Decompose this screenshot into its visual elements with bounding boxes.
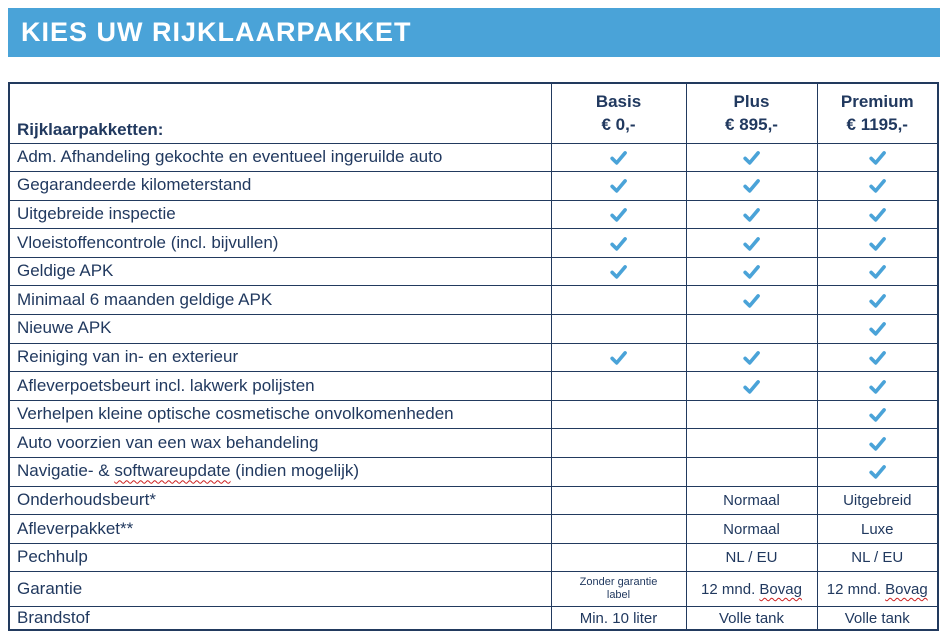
premium-value-cell — [817, 172, 938, 201]
plus-value-cell — [686, 372, 817, 401]
feature-label: Vloeistoffencontrole (incl. bijvullen) — [9, 229, 551, 258]
table-row — [9, 458, 938, 487]
basis-value-cell — [551, 343, 686, 372]
basis-value-cell — [551, 458, 686, 487]
premium-value-cell — [817, 315, 938, 344]
column-price: € 0,- — [601, 114, 636, 134]
basis-value-cell — [551, 372, 686, 401]
premium-value-cell — [817, 372, 938, 401]
check-icon — [866, 205, 889, 224]
check-icon — [866, 291, 889, 310]
feature-label: Geldige APK — [9, 257, 551, 286]
check-icon — [740, 176, 763, 195]
basis-value-cell — [551, 257, 686, 286]
plus-value-cell — [686, 200, 817, 229]
premium-value-cell — [817, 429, 938, 458]
basis-value-cell — [551, 515, 686, 544]
basis-value-cell — [551, 286, 686, 315]
check-icon — [866, 319, 889, 338]
basis-value-cell — [551, 143, 686, 172]
feature-label: Uitgebreide inspectie — [9, 200, 551, 229]
premium-value-cell: 12 mnd. Bovag — [817, 572, 938, 607]
title-banner — [8, 8, 940, 57]
premium-value-cell: NL / EU — [817, 543, 938, 572]
check-icon — [607, 205, 630, 224]
plus-value-cell — [686, 257, 817, 286]
feature-label: Pechhulp — [9, 543, 551, 572]
table-row — [9, 315, 938, 344]
feature-label: Afleverpakket** — [9, 515, 551, 544]
premium-value-cell — [817, 286, 938, 315]
premium-value-cell — [817, 143, 938, 172]
check-icon — [866, 434, 889, 453]
check-icon — [740, 291, 763, 310]
check-icon — [866, 148, 889, 167]
page-title: KIES UW RIJKLAARPAKKET — [21, 17, 412, 47]
premium-value-cell: Uitgebreid — [817, 486, 938, 515]
basis-value-cell — [551, 315, 686, 344]
basis-value-cell — [551, 229, 686, 258]
premium-value-cell — [817, 200, 938, 229]
spellcheck-underline: Bovag — [885, 580, 928, 598]
check-icon — [607, 348, 630, 367]
feature-label: Gegarandeerde kilometerstand — [9, 172, 551, 201]
feature-label: Adm. Afhandeling gekochte en eventueel ingeruilde auto — [9, 143, 551, 172]
premium-value-cell — [817, 343, 938, 372]
check-icon — [866, 462, 889, 481]
plus-value-cell — [686, 343, 817, 372]
table-row — [9, 229, 938, 258]
table-row — [9, 372, 938, 401]
table-row — [9, 543, 938, 572]
spellcheck-underline: softwareupdate — [114, 461, 231, 481]
column-header-premium — [817, 83, 938, 143]
table-row — [9, 486, 938, 515]
table-row — [9, 200, 938, 229]
plus-value-cell — [686, 143, 817, 172]
package-comparison-table — [8, 82, 939, 631]
check-icon — [607, 234, 630, 253]
plus-value-cell: Normaal — [686, 515, 817, 544]
check-icon — [607, 262, 630, 281]
check-icon — [607, 148, 630, 167]
basis-value-cell — [551, 400, 686, 429]
feature-rows — [9, 143, 938, 630]
column-header-basis — [551, 83, 686, 143]
plus-value-cell — [686, 315, 817, 344]
plus-value-cell — [686, 229, 817, 258]
spellcheck-underline: Bovag — [759, 580, 802, 598]
plus-value-cell: NL / EU — [686, 543, 817, 572]
table-row — [9, 429, 938, 458]
check-icon — [866, 234, 889, 253]
table-row — [9, 607, 938, 630]
premium-value-cell — [817, 458, 938, 487]
table-row — [9, 515, 938, 544]
premium-value-cell — [817, 229, 938, 258]
feature-label: Navigatie- & softwareupdate (indien mogelijk) — [9, 458, 551, 487]
premium-value-cell: Luxe — [817, 515, 938, 544]
basis-value-cell: Min. 10 liter — [551, 607, 686, 630]
column-name: Plus — [733, 91, 770, 111]
basis-value-cell — [551, 486, 686, 515]
premium-value-cell — [817, 400, 938, 429]
check-icon — [866, 377, 889, 396]
plus-value-cell — [686, 172, 817, 201]
plus-value-cell — [686, 458, 817, 487]
basis-value-cell — [551, 543, 686, 572]
check-icon — [866, 348, 889, 367]
header-row — [9, 83, 938, 143]
check-icon — [740, 234, 763, 253]
basis-value-cell — [551, 172, 686, 201]
check-icon — [740, 205, 763, 224]
column-name: Basis — [595, 91, 642, 111]
plus-value-cell — [686, 400, 817, 429]
basis-value-cell — [551, 572, 686, 607]
plus-value-cell: Volle tank — [686, 607, 817, 630]
feature-label: Minimaal 6 maanden geldige APK — [9, 286, 551, 315]
check-icon — [607, 176, 630, 195]
small-note: Zonder garantie label — [579, 575, 658, 602]
table-row — [9, 257, 938, 286]
table-row — [9, 286, 938, 315]
feature-label: Brandstof — [9, 607, 551, 630]
feature-label: Auto voorzien van een wax behandeling — [9, 429, 551, 458]
feature-label: Afleverpoetsbeurt incl. lakwerk polijsten — [9, 372, 551, 401]
check-icon — [740, 262, 763, 281]
basis-value-cell — [551, 429, 686, 458]
premium-value-cell: Volle tank — [817, 607, 938, 630]
feature-label: Nieuwe APK — [9, 315, 551, 344]
column-name: Premium — [840, 91, 914, 111]
premium-value-cell — [817, 257, 938, 286]
table-row — [9, 172, 938, 201]
column-header-plus — [686, 83, 817, 143]
plus-value-cell: Normaal — [686, 486, 817, 515]
check-icon — [866, 176, 889, 195]
check-icon — [740, 377, 763, 396]
feature-label: Verhelpen kleine optische cosmetische onvolkomenheden — [9, 400, 551, 429]
feature-label: Reiniging van in- en exterieur — [9, 343, 551, 372]
check-icon — [740, 148, 763, 167]
check-icon — [866, 262, 889, 281]
basis-value-cell — [551, 200, 686, 229]
table-row — [9, 400, 938, 429]
column-price: € 895,- — [725, 114, 778, 134]
table-row — [9, 143, 938, 172]
plus-value-cell: 12 mnd. Bovag — [686, 572, 817, 607]
column-price: € 1195,- — [846, 114, 908, 134]
row-header-label: Rijklaarpakketten: — [9, 83, 551, 143]
table-row — [9, 343, 938, 372]
check-icon — [740, 348, 763, 367]
feature-label: Onderhoudsbeurt* — [9, 486, 551, 515]
plus-value-cell — [686, 286, 817, 315]
check-icon — [866, 405, 889, 424]
table-row — [9, 572, 938, 607]
table-header — [9, 83, 938, 143]
feature-label: Garantie — [9, 572, 551, 607]
plus-value-cell — [686, 429, 817, 458]
